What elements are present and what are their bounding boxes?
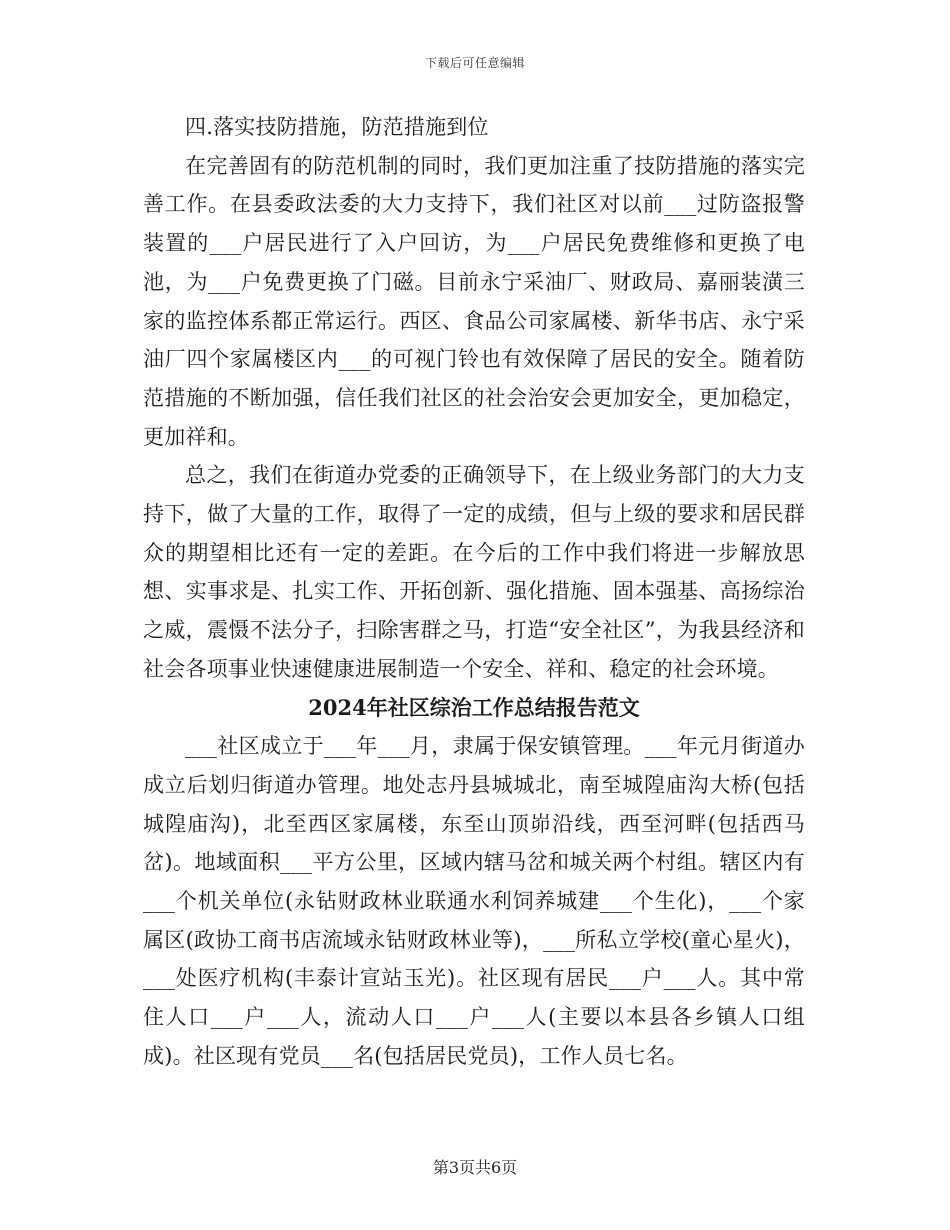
article-paragraph-1: ___社区成立于___年___月，隶属于保安镇管理。___年元月街道办成立后划归街道办管理。地处志丹县城城北，南至城隍庙沟大桥(包括城隍庙沟)，北至西区家属楼，东至山顶峁沿线，西至河畔(包括西马岔)。地域面积___平方公里，区域内辖马岔和城关两个村组。辖区内有___个机关单位(永钻财政林业联通水利饲养城建___个生化)，___个家属区(政协工商书店流域永钻财政林业等)，___所私立学校(童心星火)，___处医疗机构(丰泰计宣站玉光)。社区现有居民___户___人。其中常住人口___户___人，流动人口___户___人(主要以本县各乡镇人口组成)。社区现有党员___名(包括居民党员)，工作人员七名。 (143, 734, 806, 1068)
section-paragraph-1: 在完善固有的防范机制的同时，我们更加注重了技防措施的落实完善工作。在县委政法委的大力支持下，我们社区对以前___过防盗报警装置的___户居民进行了入户回访，为___户居民免费维修和更换了电池，为___户免费更换了门磁。目前永宁采油厂、财政局、嘉丽装潢三家的监控体系都正常运行。西区、食品公司家属楼、新华书店、永宁采油厂四个家属楼区内___的可视门铃也有效保障了居民的安全。随着防范措施的不断加强，信任我们社区的社会治安会更加安全，更加稳定，更加祥和。 (143, 153, 805, 449)
page-header: 下载后可任意编辑 (424, 56, 525, 70)
section-paragraph-2: 总之，我们在街道办党委的正确领导下，在上级业务部门的大力支持下，做了大量的工作，取得了一定的成绩，但与上级的要求和居民群众的期望相比还有一定的差距。在今后的工作中我们将进一步解放思想、实事求是、扎实工作、开拓创新、强化措施、固本强基、高扬综治之威，震慑不法分子，扫除害群之马，打造“安全社区”，为我县经济和社会各项事业快速健康进展制造一个安全、祥和、稳定的社会环境。 (143, 463, 805, 681)
document-body (143, 108, 805, 1076)
page-number: 第3页共6页 (432, 1158, 518, 1177)
section-heading: 四.落实技防措施，防范措施到位 (185, 115, 489, 139)
article-title: 2024年社区综治工作总结报告范文 (308, 694, 640, 720)
